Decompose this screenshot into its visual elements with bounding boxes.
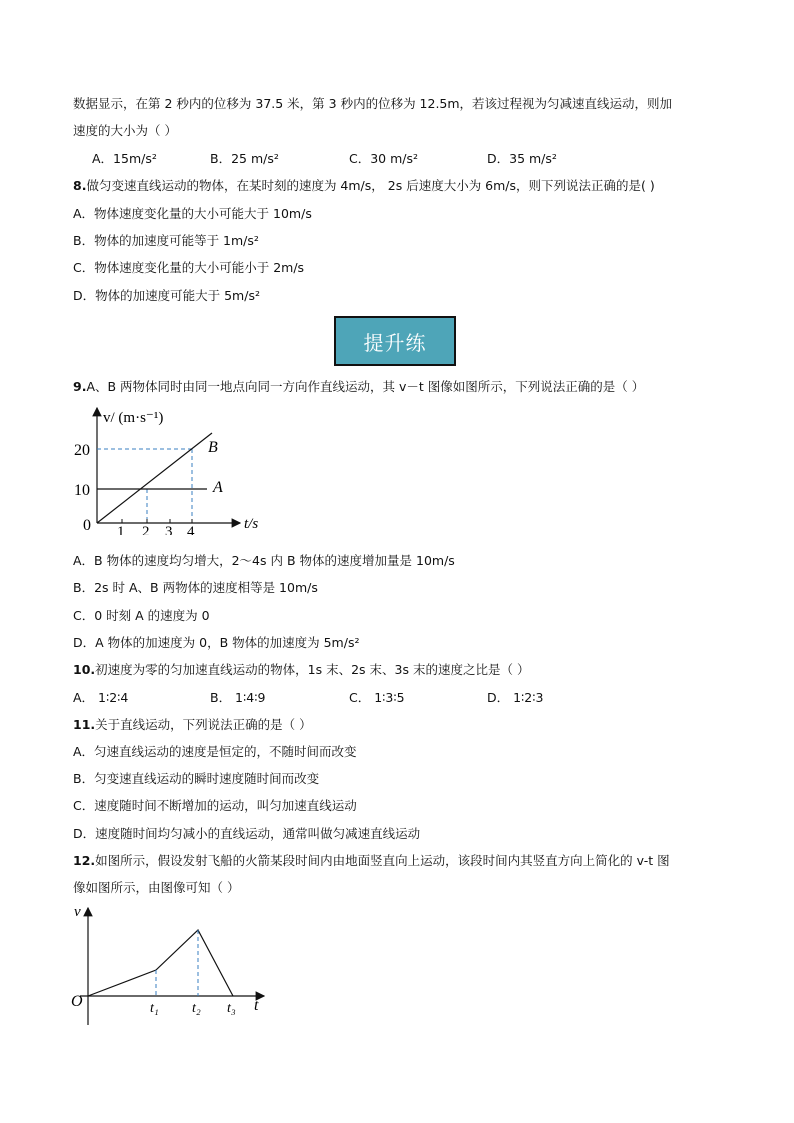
q11-stem-text: 关于直线运动，下列说法正确的是（ ） xyxy=(95,717,312,732)
q8-number: 8. xyxy=(73,178,87,193)
q12-stem-line2: 像如图所示，由图像可知（ ） xyxy=(73,880,240,895)
q11-option-c[interactable]: C．速度随时间不断增加的运动，叫匀加速直线运动 xyxy=(73,798,357,813)
q12-origin: O xyxy=(71,993,83,1010)
q11-option-a[interactable]: A．匀速直线运动的速度是恒定的，不随时间而改变 xyxy=(73,744,357,759)
q7-option-a[interactable]: A．15m/s² xyxy=(92,151,157,166)
q9-x-tick-4: 4 xyxy=(187,524,195,535)
q12-stem-line1 xyxy=(73,852,670,870)
q9-y-tick-10: 10 xyxy=(74,482,90,499)
q8-stem xyxy=(73,177,655,195)
q9-x-tick-2: 2 xyxy=(142,524,150,535)
q9-y-tick-20: 20 xyxy=(74,442,90,459)
q8-stem-text: 做匀变速直线运动的物体，在某时刻的速度为 4m/s， 2s 后速度大小为 6m/s，则下列说法正确的是( ) xyxy=(86,178,655,193)
q12-stem-text-1: 如图所示，假设发射飞船的火箭某段时间内由地面竖直向上运动，该段时间内其竖直方向上简化的 v-t 图 xyxy=(95,853,670,868)
q12-t2: t₂ xyxy=(192,1001,201,1016)
q9-stem-text: A、B 两物体同时由同一地点向同一方向作直线运动，其 v－t 图像如图所示，下列说法正确的是（ ） xyxy=(86,379,645,394)
q7-stem-line2: 速度的大小为（ ） xyxy=(73,123,177,138)
q10-option-d[interactable]: D． 1∶2∶3 xyxy=(487,690,544,705)
q9-option-b[interactable]: B．2s 时 A、B 两物体的速度相等是 10m/s xyxy=(73,580,318,595)
q10-number: 10. xyxy=(73,662,96,677)
q12-y-label: v xyxy=(74,904,81,920)
q11-option-b[interactable]: B．匀变速直线运动的瞬时速度随时间而改变 xyxy=(73,771,320,786)
q9-x-label: t/s xyxy=(244,516,259,532)
q10-stem xyxy=(73,661,529,679)
q7-option-d[interactable]: D．35 m/s² xyxy=(487,151,557,166)
q10-option-c[interactable]: C． 1∶3∶5 xyxy=(349,690,405,705)
q9-option-c[interactable]: C．0 时刻 A 的速度为 0 xyxy=(73,608,210,623)
q9-line-b xyxy=(97,433,212,523)
q8-option-b[interactable]: B．物体的加速度可能等于 1m/s² xyxy=(73,233,259,248)
q12-t1: t₁ xyxy=(150,1001,159,1016)
q9-option-d[interactable]: D．A 物体的加速度为 0，B 物体的加速度为 5m/s² xyxy=(73,635,360,650)
q12-vt-graph xyxy=(68,900,278,1030)
q9-y-label: v/ (m·s⁻¹) xyxy=(103,410,164,426)
q8-option-c[interactable]: C．物体速度变化量的大小可能小于 2m/s xyxy=(73,260,305,275)
q9-vt-graph xyxy=(70,400,280,535)
q9-stem xyxy=(73,378,644,396)
q11-option-d[interactable]: D．速度随时间均匀减小的直线运动，通常叫做匀减速直线运动 xyxy=(73,826,421,841)
q9-x-tick-3: 3 xyxy=(165,524,173,535)
q8-option-d[interactable]: D．物体的加速度可能大于 5m/s² xyxy=(73,288,260,303)
q9-origin: 0 xyxy=(83,517,91,534)
q12-number: 12. xyxy=(73,853,96,868)
q9-x-tick-1: 1 xyxy=(117,524,125,535)
q10-option-a[interactable]: A． 1∶2∶4 xyxy=(73,690,129,705)
q7-stem-line1: 数据显示，在第 2 秒内的位移为 37.5 米，第 3 秒内的位移为 12.5m，若该过程视为匀减速直线运动，则加 xyxy=(73,96,673,111)
q10-stem-text: 初速度为零的匀加速直线运动的物体，1s 末、2s 末、3s 末的速度之比是（ ） xyxy=(95,662,530,677)
q12-t3: t₃ xyxy=(227,1001,236,1016)
q9-option-a[interactable]: A．B 物体的速度均匀增大，2～4s 内 B 物体的速度增加量是 10m/s xyxy=(73,553,455,568)
q11-stem xyxy=(73,716,312,734)
q7-option-c[interactable]: C．30 m/s² xyxy=(349,151,419,166)
q7-option-b[interactable]: B．25 m/s² xyxy=(210,151,279,166)
q9-number: 9. xyxy=(73,379,87,394)
q12-vt-line xyxy=(88,930,233,996)
section-banner: 提升练 xyxy=(334,316,456,366)
q12-x-label: t xyxy=(254,997,259,1014)
q9-label-a: A xyxy=(213,479,223,496)
q9-label-b: B xyxy=(208,439,218,456)
q10-option-b[interactable]: B． 1∶4∶9 xyxy=(210,690,266,705)
q8-option-a[interactable]: A．物体速度变化量的大小可能大于 10m/s xyxy=(73,206,312,221)
q11-number: 11. xyxy=(73,717,96,732)
